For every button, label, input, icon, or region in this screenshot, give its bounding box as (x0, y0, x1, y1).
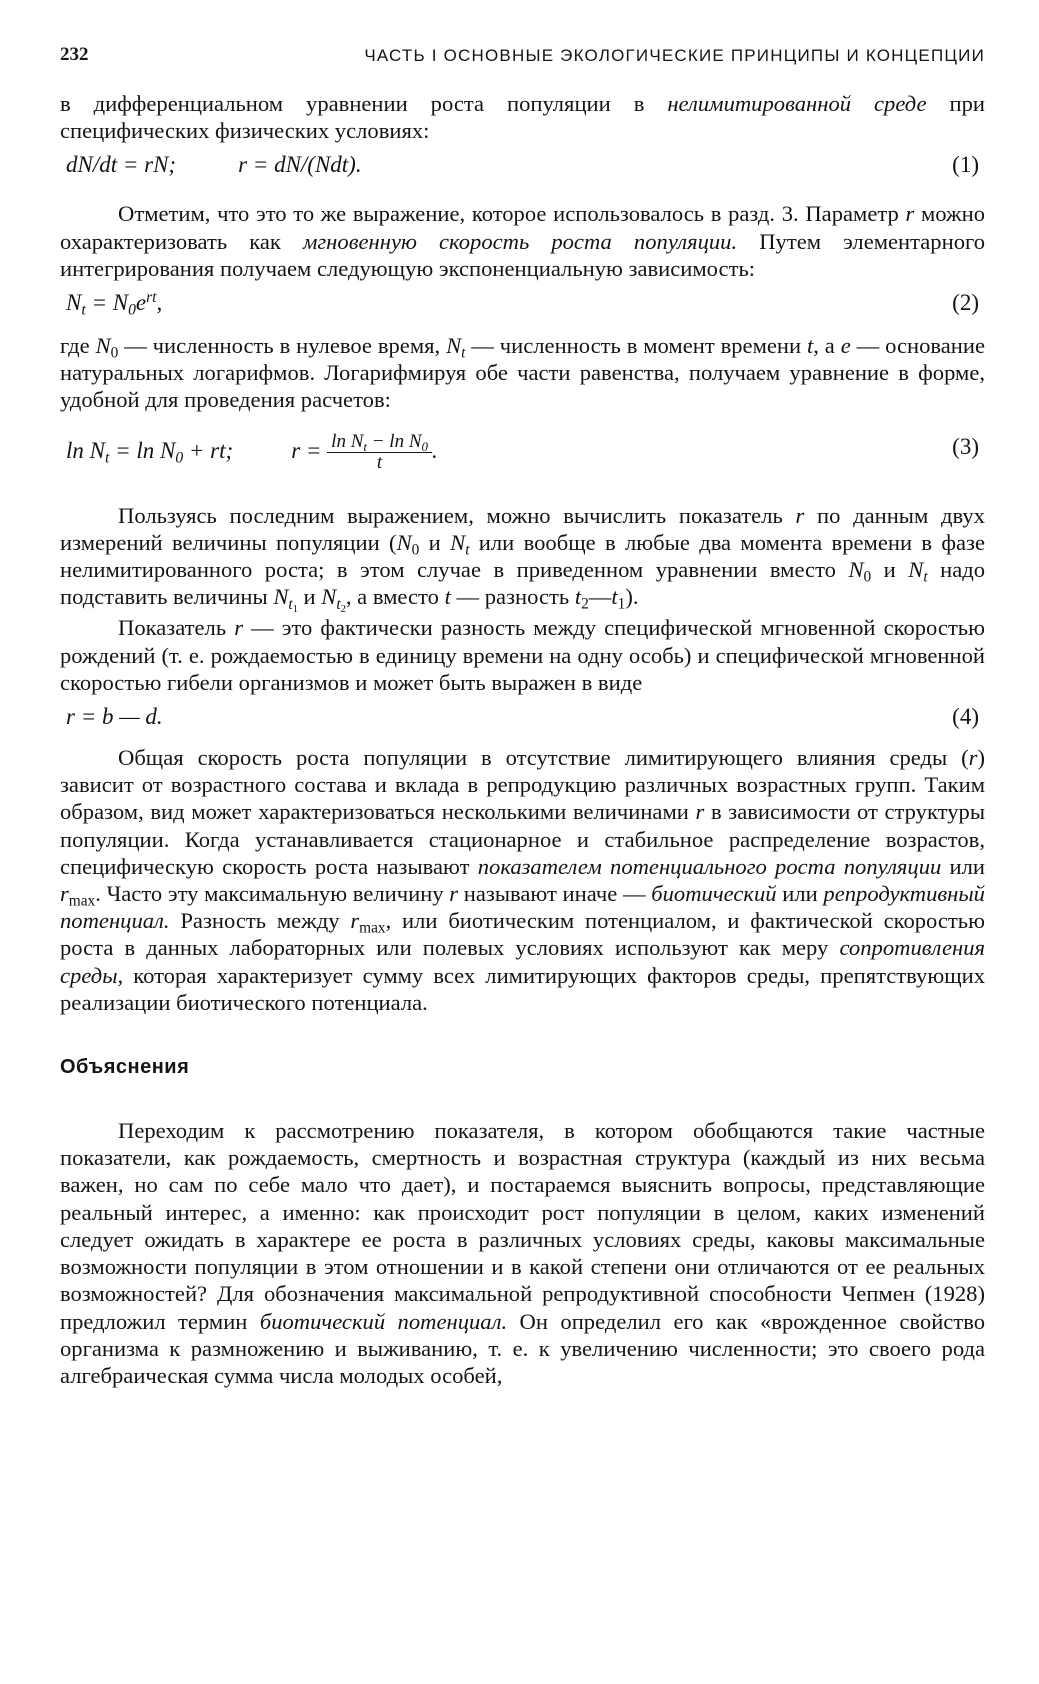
italic-term: показателем потенциального роста популяции (477, 853, 942, 879)
var: r (350, 908, 360, 934)
equation-1-body (66, 152, 362, 178)
var: N (273, 584, 289, 610)
italic-term: репродуктивный потенциал. (60, 881, 985, 934)
text: , а (813, 333, 841, 359)
text: Пользуясь последним выражением, можно вычислить показатель (118, 502, 796, 528)
subscript: t (336, 595, 341, 613)
var: e (135, 290, 147, 316)
text: по данным двух измерений величины популяции ( (60, 502, 985, 555)
subscript: t (288, 595, 293, 613)
var: ln N (66, 437, 105, 463)
text: или вообще в любые два момента времени в фазе нелимитированного роста; в этом случае в приведенном уравнении вместо (60, 529, 986, 583)
var: N (95, 333, 111, 359)
paragraph-6 (60, 744, 985, 1016)
var: N (112, 290, 129, 316)
var: r = (291, 437, 328, 463)
italic-term: биотический потенциал. (259, 1308, 508, 1334)
var: = ln N (109, 437, 176, 463)
text: Переходим к рассмотрению показателя, в котором обобщаются такие частные показатели, как рождаемость, смертность и возрастная структура (каждый из них весьма важен, но сам по себе мало что дает), и постараемся выяснить вопросы, представляющие реальный интерес, а именно: как происходит рост популяции в целом, каких изменений следует ожидать в характере ее роста в различных условиях среды, каковы максимальные возможности популяции в этом отношении и в какой степени они отличаются от ее реальных возможностей? Для обозначения максимальной репродуктивной способности Чепмен (1928) предложил термин (60, 1118, 985, 1334)
subscript: 2 (340, 603, 346, 615)
paragraph-5 (60, 614, 985, 696)
equation-3 (60, 420, 985, 482)
equation-3-number: (3) (952, 433, 979, 459)
subscript: 0 (411, 541, 420, 559)
subscript: 0 (863, 568, 872, 586)
equation-2-body (66, 289, 163, 319)
equation-4-number: (4) (952, 704, 979, 730)
var: − ln N (366, 430, 422, 452)
text: при специфических физических условиях: (60, 91, 985, 144)
text: . Часто эту максимальную величину (95, 881, 450, 907)
italic-term: сопротивления среды, (60, 935, 985, 988)
equation-2 (60, 282, 985, 326)
book-page (60, 40, 985, 1389)
subscript: 0 (110, 344, 119, 362)
text: Показатель (118, 615, 235, 641)
subscript: 1 (292, 603, 298, 615)
fraction (327, 432, 432, 473)
paragraph-1 (60, 90, 985, 144)
subscript: max (359, 919, 386, 937)
var: N (66, 290, 82, 316)
equation-1-number: (1) (952, 152, 979, 178)
text: где (60, 333, 96, 359)
var: + rt; (183, 437, 234, 463)
equation-1 (60, 144, 985, 186)
section-heading: Объяснения (60, 1056, 190, 1079)
var: e (840, 333, 851, 359)
equation-3-body (66, 432, 438, 473)
text: и (419, 529, 451, 555)
equation-left: dN/dt = rN; (66, 152, 177, 178)
superscript: rt (146, 289, 157, 307)
subscript: 2 (581, 595, 589, 613)
text: — разность (450, 584, 575, 610)
subscript: 0 (128, 301, 136, 319)
equation-4-body: r = b — d. (66, 704, 163, 730)
text: или (776, 881, 824, 907)
text: — численность в нулевое время, (118, 333, 447, 359)
var: t (611, 584, 618, 610)
text: , а вместо (345, 584, 445, 610)
var: t (574, 584, 582, 610)
italic-term: биотический (651, 881, 777, 907)
text: Общая скорость роста популяции в отсутствие лимитирующего влияния среды ( (118, 745, 969, 771)
italic-term: мгновенную скорость роста популяции. (302, 228, 738, 254)
text: ). (625, 584, 639, 610)
subscript: t (81, 301, 86, 319)
subscript: t (461, 344, 466, 362)
subscript: t (923, 568, 928, 586)
text: — (588, 584, 612, 610)
equation-right: r = dN/(Ndt). (238, 152, 362, 178)
fraction-numerator (327, 432, 432, 453)
punct: . (431, 437, 438, 463)
fraction-denominator: t (376, 451, 383, 473)
variable: r (905, 201, 915, 227)
text: — численность в момент времени (465, 333, 807, 359)
text: и (871, 557, 909, 583)
subscript: 0 (421, 438, 428, 454)
text: Он определил его как «врожденное свойство организма к размножению и выживанию, т. е. к увеличению численности; это своего рода алгебраическая сумма числа молодых особей, (60, 1308, 986, 1388)
op: = (85, 290, 113, 316)
text: называют иначе — (458, 881, 652, 907)
paragraph-4 (60, 502, 986, 615)
text: и (297, 584, 322, 610)
text: , или биотическим потенциалом, и фактической скоростью роста в данных лабораторных или полевых условиях используют как меру (60, 908, 985, 961)
text: или (941, 853, 986, 879)
subscript: 1 (617, 595, 626, 613)
var: N (396, 529, 412, 555)
text: — это фактически разность между специфической мгновенной скоростью рождений (т. е. рождаемостью в единицу времени на одну особь) и специфической мгновенной скоростью гибели организмов и может быть выражен в виде (60, 615, 985, 695)
text: Путем элементарного интегрирования получаем следующую экспоненциальную зависимость: (60, 228, 985, 281)
text: которая характеризует сумму всех лимитирующих факторов среды, препятствующих реализации биотического потенциала. (60, 962, 985, 1015)
text: в зависимости от структуры популяции. Когда устанавливается стационарное и стабильное распределение возрастов, специфическую скорость роста называют (60, 799, 986, 879)
var: N (908, 557, 924, 583)
var: r (60, 881, 69, 907)
subscript: 0 (175, 449, 184, 467)
var: r (695, 799, 705, 825)
subscript: max (68, 892, 96, 910)
text: Отметим, что это то же выражение, которое использовалось в разд. 3. Параметр (118, 201, 906, 227)
var: r (449, 881, 459, 907)
page-header (60, 40, 985, 80)
text: надо подставить величины (60, 557, 986, 610)
var: r (795, 502, 805, 528)
equation-4 (60, 696, 985, 736)
var: t (444, 584, 451, 610)
text: в дифференциальном уравнении роста популяции в (60, 91, 668, 116)
paragraph-7 (60, 1117, 985, 1389)
var: N (450, 529, 466, 555)
punct: , (156, 290, 163, 316)
text: — основание натуральных логарифмов. Логарифмируя обе части равенства, получаем уравнение в форме, удобной для проведения расчетов: (60, 333, 985, 413)
var: ln N (331, 430, 364, 452)
text: можно охарактеризовать как (60, 201, 985, 254)
subscript: t (363, 438, 367, 454)
var: N (446, 333, 462, 359)
italic-term: нелимитированной среде (667, 91, 927, 116)
var: r (968, 745, 978, 771)
text: Разность между (169, 908, 351, 934)
subscript: t (104, 449, 110, 467)
paragraph-2 (60, 200, 985, 282)
subscript: t (465, 541, 470, 559)
var: N (848, 557, 864, 583)
text: ) зависит от возрастного состава и вклада в репродукцию различных возрастных групп. Таким образом, вид может характеризоваться несколькими величинами (60, 745, 985, 825)
equation-2-number: (2) (952, 290, 979, 316)
var: r (234, 615, 243, 641)
var: N (321, 584, 337, 610)
var: t (806, 333, 814, 359)
page-number: 232 (60, 44, 89, 65)
running-title: ЧАСТЬ I ОСНОВНЫЕ ЭКОЛОГИЧЕСКИЕ ПРИНЦИПЫ И КОНЦЕПЦИИ (364, 46, 985, 65)
paragraph-3 (60, 332, 985, 414)
